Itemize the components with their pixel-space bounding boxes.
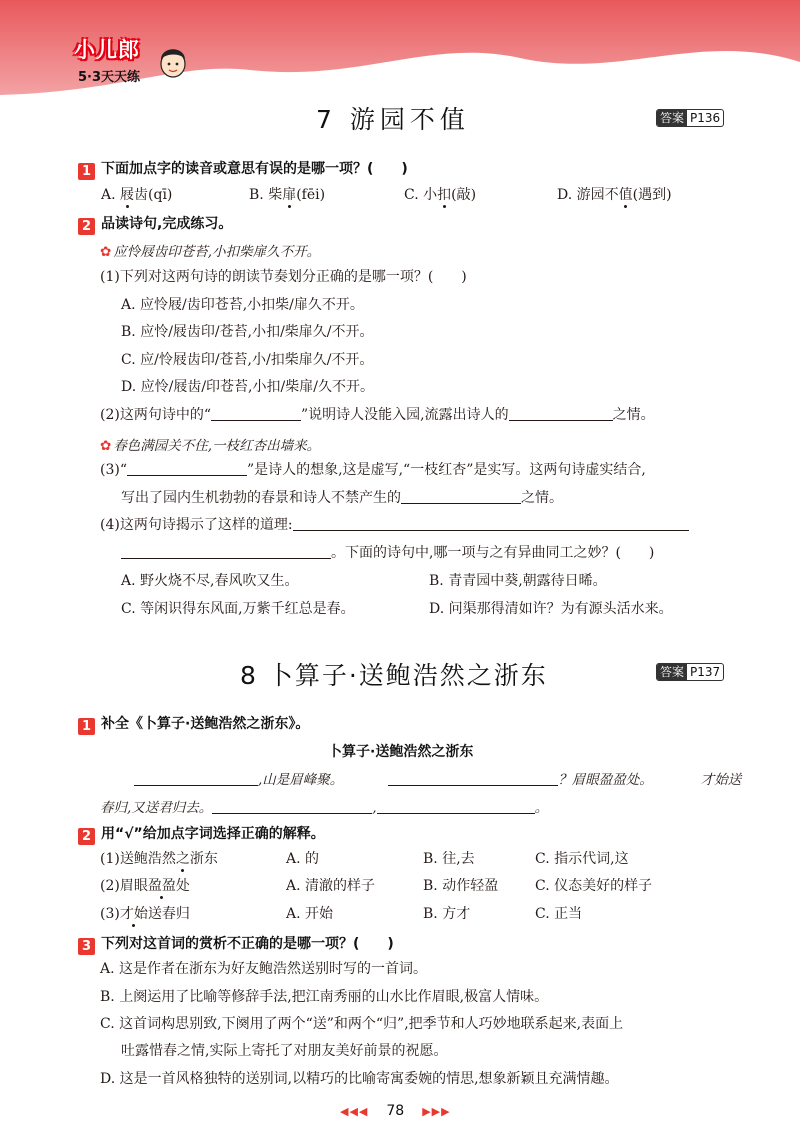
s4-option-d: D. 问渠那得清如许？为有源头活水来。 (429, 601, 673, 617)
choice-row-1-word: (1)送鲍浩然之浙东 (100, 851, 218, 867)
question-1 (78, 158, 408, 180)
lesson7-answer-tag (656, 109, 724, 127)
option-b: B. 柴扉(fēi) (249, 187, 326, 203)
lesson8-title: 8 卜算子·送鲍浩然之浙东 (240, 661, 548, 690)
lesson8-answer-tag (656, 663, 724, 681)
answer-key-label: 答案 (657, 664, 687, 680)
verse-1: ✿ 应怜屐齿印苍苔,小扣柴扉久不开。 (100, 244, 321, 260)
q3-option-b: B. 上阕运用了比喻等修辞手法,把江南秀丽的山水比作眉眼,极富人情味。 (100, 989, 549, 1005)
choice-row-1-b[interactable]: B. 往,去 (423, 851, 475, 867)
answer-blank[interactable] (509, 406, 613, 421)
question-number: 1 (78, 163, 95, 180)
choice-row-1-c[interactable]: C. 指示代词,这 (535, 851, 629, 867)
poem-line-1: ,山是眉峰聚。 ？眉眼盈盈处。 才始送 (134, 768, 741, 788)
l8-question-1 (78, 713, 309, 735)
answer-blank[interactable] (127, 461, 247, 476)
question-text: 下列对这首词的赏析不正确的是哪一项？( ) (101, 936, 394, 952)
s4-option-a: A. 野火烧不尽,春风吹又生。 (121, 573, 299, 589)
answer-blank[interactable] (293, 516, 689, 531)
l8-question-2 (78, 823, 325, 845)
s1-option-a: A. 应怜屐/齿印苍苔,小扣柴/扉久不开。 (121, 297, 364, 313)
q3-option-c: C. 这首词构思别致,下阕用了两个“送”和两个“归”,把季节和人巧妙地联系起来,表面上 (100, 1016, 624, 1032)
logo-title: 小儿郎 (74, 38, 140, 62)
answer-blank[interactable] (212, 799, 372, 814)
question-text: 用“√”给加点字词选择正确的解释。 (101, 826, 325, 842)
mascot-icon (158, 44, 188, 78)
question-2 (78, 213, 232, 235)
choice-row-3-b[interactable]: B. 方才 (423, 906, 471, 922)
choice-row-2-a[interactable]: A. 清澈的样子 (286, 878, 376, 894)
q3-option-d: D. 这是一首风格独特的送别词,以精巧的比喻寄寓委婉的情思,想象新颖且充满情趣。 (100, 1071, 619, 1087)
q3-option-c-cont: 吐露惜春之情,实际上寄托了对朋友美好前景的祝愿。 (121, 1043, 448, 1059)
right-arrows-icon: ▶▶▶ (422, 1105, 451, 1118)
answer-blank[interactable] (121, 544, 331, 559)
left-arrows-icon: ◀◀◀ (340, 1105, 369, 1118)
verse-2: ✿ 春色满园关不住,一枝红杏出墙来。 (100, 438, 321, 454)
question-number: 1 (78, 718, 95, 735)
l8-question-3 (78, 933, 394, 955)
answer-blank[interactable] (134, 771, 258, 786)
choice-row-2-word: (2)眉眼盈盈处 (100, 878, 190, 894)
answer-blank[interactable] (377, 799, 535, 814)
question-text: 下面加点字的读音或意思有误的是哪一项？( ) (101, 161, 408, 177)
sub-question-4-cont: 。下面的诗句中,哪一项与之有异曲同工之妙？( ) (121, 544, 654, 562)
s4-option-b: B. 青青园中葵,朝露待日晞。 (429, 573, 607, 589)
answer-blank[interactable] (401, 489, 521, 504)
answer-page: P137 (690, 665, 721, 679)
poem-line-2: 春归,又送君归去。 , 。 (100, 800, 549, 816)
page-footer (340, 1103, 451, 1119)
sub-question-3: (3)“ ”是诗人的想象,这是虚写,“一枝红杏”是实写。这两句诗虚实结合, (100, 462, 646, 478)
flower-icon: ✿ (100, 244, 112, 260)
question-number: 3 (78, 938, 95, 955)
s1-option-b: B. 应怜/屐齿印/苍苔,小扣/柴扉久/不开。 (121, 324, 374, 340)
choice-row-3-word: (3)才始送春归 (100, 906, 190, 922)
question-number: 2 (78, 828, 95, 845)
option-c: C. 小扣(敲) (404, 187, 477, 203)
choice-row-1-a[interactable]: A. 的 (286, 851, 320, 867)
q3-option-a: A. 这是作者在浙东为好友鲍浩然送别时写的一首词。 (100, 961, 428, 977)
question-text: 品读诗句,完成练习。 (101, 216, 233, 232)
choice-row-3-c[interactable]: C. 正当 (535, 906, 583, 922)
flower-icon: ✿ (100, 438, 112, 454)
sub-question-4: (4)这两句诗揭示了这样的道理: (100, 516, 689, 534)
question-number: 2 (78, 218, 95, 235)
answer-blank[interactable] (388, 771, 558, 786)
answer-blank[interactable] (211, 406, 301, 421)
question-text: 补全《卜算子·送鲍浩然之浙东》。 (101, 716, 310, 732)
logo-subtitle: 5·3天天练 (78, 70, 141, 85)
s1-option-c: C. 应/怜屐齿印/苍苔,小/扣柴扉久/不开。 (121, 352, 374, 368)
answer-page: P136 (690, 111, 721, 125)
choice-row-2-c[interactable]: C. 仪态美好的样子 (535, 878, 653, 894)
choice-row-2-b[interactable]: B. 动作轻盈 (423, 878, 499, 894)
s1-option-d: D. 应怜/屐齿/印苍苔,小扣/柴扉/久不开。 (121, 379, 374, 395)
poem-title: 卜算子·送鲍浩然之浙东 (328, 744, 474, 760)
answer-key-label: 答案 (657, 110, 687, 126)
s4-option-c: C. 等闲识得东风面,万紫千红总是春。 (121, 601, 355, 617)
lesson7-title: 7 游园不值 (316, 105, 470, 134)
option-d: D. 游园不值(遇到) (557, 187, 672, 203)
sub-question-2: (2)这两句诗中的“ ”说明诗人没能入园,流露出诗人的 之情。 (100, 407, 655, 423)
page-number: 78 (386, 1103, 405, 1119)
sub-question-1: (1)下列对这两句诗的朗读节奏划分正确的是哪一项？( ) (100, 269, 467, 285)
choice-row-3-a[interactable]: A. 开始 (286, 906, 334, 922)
sub-question-3-cont: 写出了园内生机勃勃的春景和诗人不禁产生的 之情。 (121, 490, 563, 506)
option-a: A. 屐齿(qī) (101, 187, 173, 203)
